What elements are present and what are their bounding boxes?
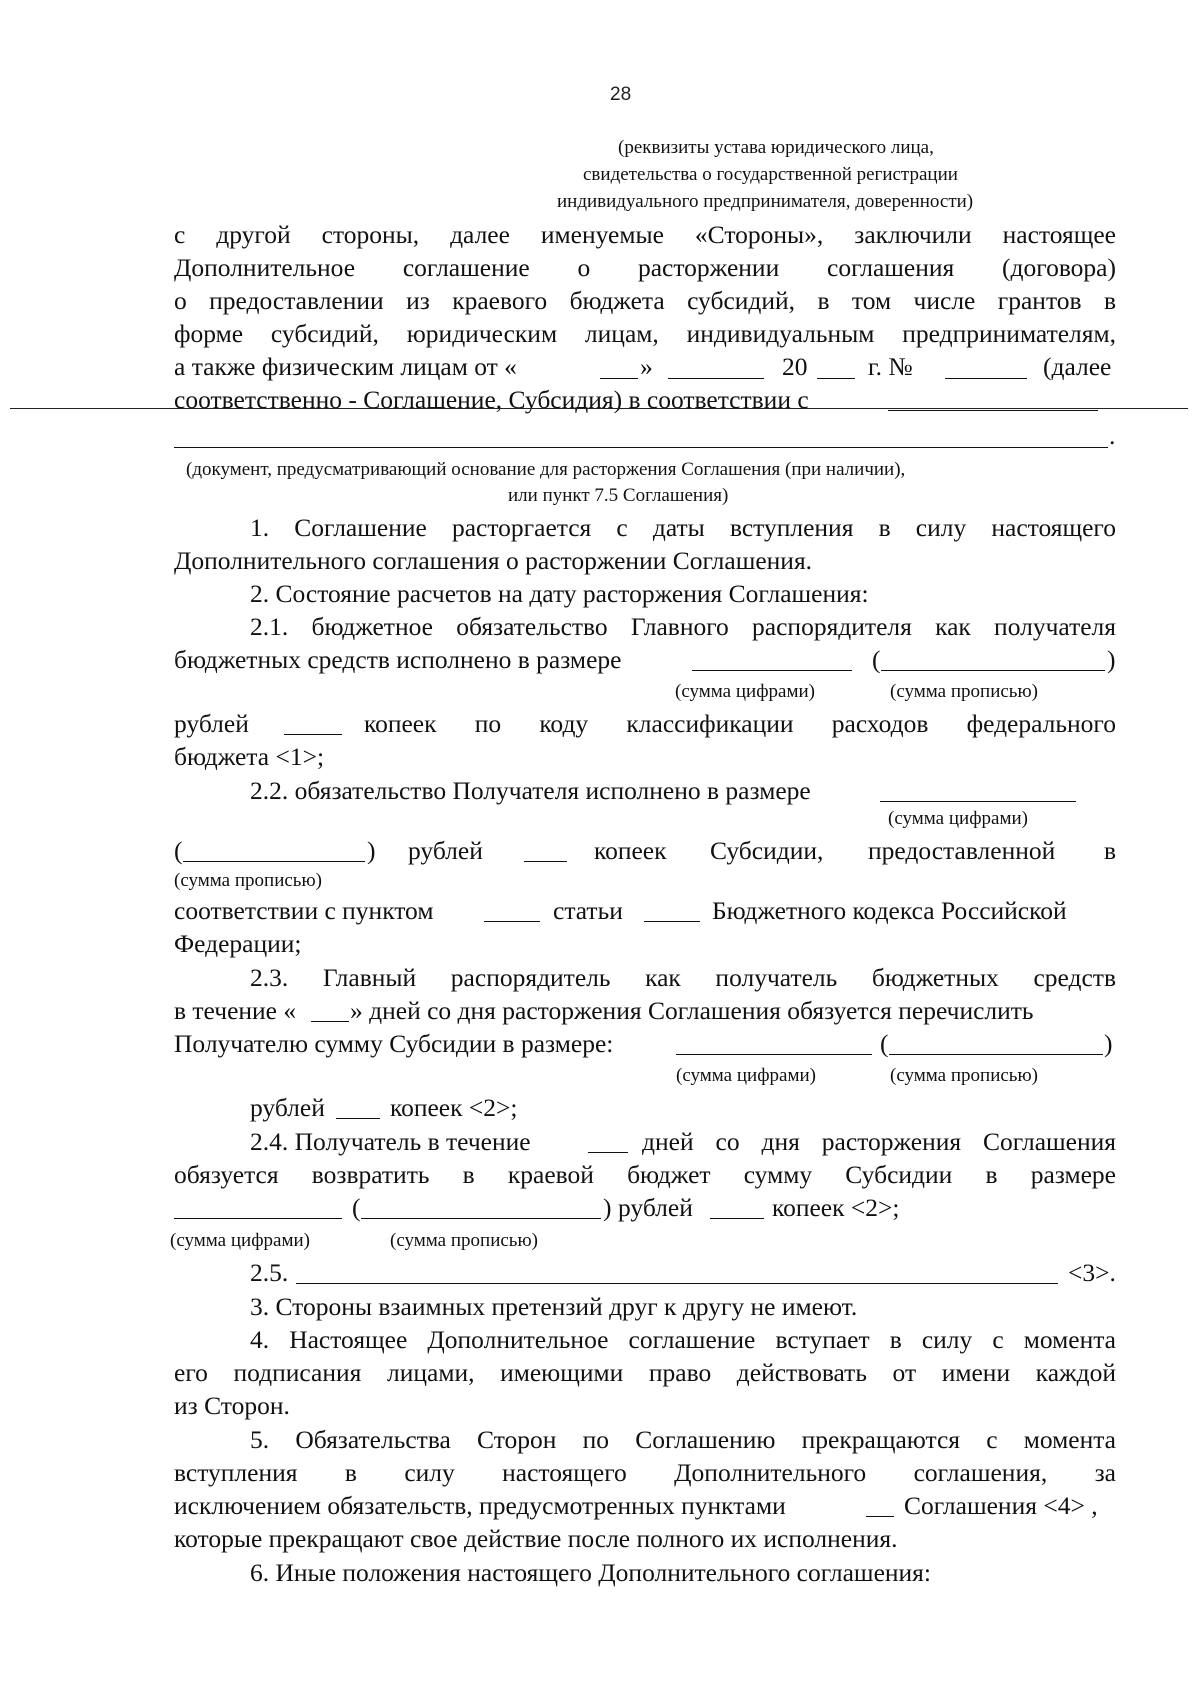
overlay-line (10, 408, 1188, 409)
point-4-line-1: 4. Настоящее Дополнительное соглашение вступает в силу с момента (250, 1325, 1116, 1354)
blank-kopecks (710, 1218, 764, 1219)
point-2-2-line-3a: соответствии с пунктом (174, 896, 434, 925)
point-2-4-line-2: обязуется возвратить в краевой бюджет сумму Субсидии в размере (174, 1160, 1116, 1189)
point-5-line-2: вступления в силу настоящего Дополнительного соглашения, за (174, 1458, 1116, 1487)
intro-line-year: 20 (782, 352, 808, 381)
intro-line: с другой стороны, далее именуемые «Стороны», заключили настоящее (174, 220, 1116, 249)
point-6: 6. Иные положения настоящего Дополнительного соглашения: (250, 1558, 931, 1587)
caption-requisites-1: (реквизиты устава юридического лица, (618, 137, 934, 158)
paren-close: ) (603, 1193, 612, 1222)
blank-day (600, 378, 638, 379)
period: . (1109, 421, 1116, 450)
point-5-line-3b: Соглашения <4> , (904, 1491, 1098, 1520)
point-5-line-1: 5. Обязательства Сторон по Соглашению прекращаются с момента (250, 1425, 1116, 1454)
caption-sum-digits: (сумма цифрами) (888, 808, 1028, 829)
point-1-line-1: 1. Соглашение расторгается с даты вступления в силу настоящего (250, 513, 1116, 542)
intro-line: Дополнительное соглашение о расторжении соглашения (договора) (174, 253, 1116, 282)
caption-sum-words: (сумма прописью) (890, 681, 1038, 702)
point-2: 2. Состояние расчетов на дату расторжения Соглашения: (250, 579, 869, 608)
point-2-1-line-4: бюджета <1>; (174, 742, 325, 771)
blank-items (866, 1516, 894, 1517)
kopecks-label: копеек <2>; (772, 1193, 900, 1222)
intro-line-quote-close: » (640, 352, 653, 381)
blank-sum-words (183, 861, 365, 862)
blank-days (588, 1152, 628, 1153)
point-2-2-line-3b: Бюджетного кодекса Российской (712, 896, 1067, 925)
kopecks-label: копеек <2>; (390, 1093, 518, 1122)
subsidy-label: Субсидии, (710, 836, 824, 865)
point-2-3-line-2b: » дней со дня расторжения Соглашения обязуется перечислить (350, 996, 1034, 1025)
blank-item (484, 921, 540, 922)
point-5-line-4: которые прекращают свое действие после полного их исполнения. (174, 1524, 898, 1553)
blank-rubles (284, 734, 342, 735)
blank-document-full (174, 447, 1108, 448)
blank-article (644, 921, 700, 922)
blank-sum-digits (880, 801, 1076, 802)
point-2-1-line-1: 2.1. бюджетное обязательство Главного распорядителя как получателя (250, 612, 1116, 641)
paren-close: ) (367, 836, 376, 865)
blank-sum-words (881, 670, 1105, 671)
point-2-3-line-3: Получателю сумму Субсидии в размере: (174, 1029, 614, 1058)
caption-sum-words: (сумма прописью) (390, 1230, 538, 1251)
blank-sum-digits (174, 1218, 342, 1219)
rubles-label: рублей (618, 1193, 693, 1222)
point-2-3-line-2a: в течение « (174, 996, 297, 1025)
intro-line-accordance: соответственно - Соглашение, Субсидия) в соответствии с (174, 385, 809, 414)
blank-sum-digits (692, 670, 852, 671)
caption-sum-digits: (сумма цифрами) (675, 681, 815, 702)
rubles-label: рублей (250, 1093, 325, 1122)
point-2-1-line-2: бюджетных средств исполнено в размере (174, 645, 622, 674)
point-4-line-2: его подписания лицами, имеющими право действовать от имени каждой (174, 1358, 1116, 1387)
page-number: 28 (610, 84, 632, 105)
blank-sum-words (889, 1054, 1103, 1055)
blank-document (888, 410, 1098, 411)
intro-line-date-prefix: а также физическим лицам от « (174, 352, 517, 381)
caption-document-2: или пункт 7.5 Соглашения) (508, 485, 729, 506)
intro-line: форме субсидий, юридическим лицам, индивидуальным предпринимателям, (174, 319, 1116, 348)
blank-sum-words (361, 1218, 601, 1219)
blank-days (311, 1021, 349, 1022)
provided-label: предоставленной (868, 836, 1056, 865)
word-in: в (1104, 836, 1117, 865)
paren-open: ( (880, 1029, 889, 1058)
point-2-4-line-1a: 2.4. Получатель в течение (250, 1127, 531, 1156)
paren-open: ( (872, 645, 881, 674)
intro-line: о предоставлении из краевого бюджета субсидий, в том числе грантов в (174, 286, 1116, 315)
point-3: 3. Стороны взаимных претензий друг к другу не имеют. (250, 1292, 858, 1321)
point-2-3-line-1: 2.3. Главный распорядитель как получатель бюджетных средств (250, 963, 1116, 992)
blank-number (945, 378, 1027, 379)
blank-month (668, 378, 764, 379)
caption-sum-digits: (сумма цифрами) (170, 1230, 310, 1251)
intro-line-further: (далее (1043, 352, 1112, 381)
point-1-line-2: Дополнительного соглашения о расторжении Соглашения. (174, 546, 813, 575)
point-4-line-3: из Сторон. (174, 1391, 290, 1420)
paren-open: ( (174, 836, 183, 865)
point-2-4-line-1b: дней со дня расторжения Соглашения (642, 1127, 1116, 1156)
blank-sum-digits (676, 1054, 872, 1055)
footnote-ref-3: <3>. (1068, 1258, 1116, 1287)
caption-sum-digits: (сумма цифрами) (676, 1065, 816, 1086)
caption-sum-words: (сумма прописью) (174, 870, 322, 891)
paren-close: ) (1104, 1029, 1113, 1058)
point-5-line-3a: исключением обязательств, предусмотренных пунктами (174, 1491, 786, 1520)
blank-rubles (336, 1118, 380, 1119)
blank-year (817, 378, 855, 379)
point-2-2-line-1: 2.2. обязательство Получателя исполнено в размере (250, 776, 811, 805)
point-2-1-line-3: копеек по коду классификации расходов федерального (364, 709, 1116, 738)
point-2-2-line-4: Федерации; (174, 929, 302, 958)
caption-sum-words: (сумма прописью) (890, 1065, 1038, 1086)
blank-kopecks (524, 861, 567, 862)
point-2-2-article: статьи (553, 896, 623, 925)
caption-requisites-3: индивидуального предпринимателя, доверенности) (557, 191, 974, 212)
paren-close: ) (1107, 645, 1116, 674)
caption-document-1: (документ, предусматривающий основание для расторжения Соглашения (при наличии), (186, 459, 906, 480)
intro-line-number-label: г. № (868, 352, 913, 381)
paren-open: ( (352, 1193, 361, 1222)
rubles-label: рублей (174, 709, 249, 738)
caption-requisites-2: свидетельства о государственной регистрации (583, 164, 958, 185)
rubles-label: рублей (408, 836, 483, 865)
kopecks-label: копеек (594, 836, 667, 865)
point-2-5-label: 2.5. (250, 1258, 289, 1287)
blank-point-2-5 (296, 1283, 1058, 1284)
